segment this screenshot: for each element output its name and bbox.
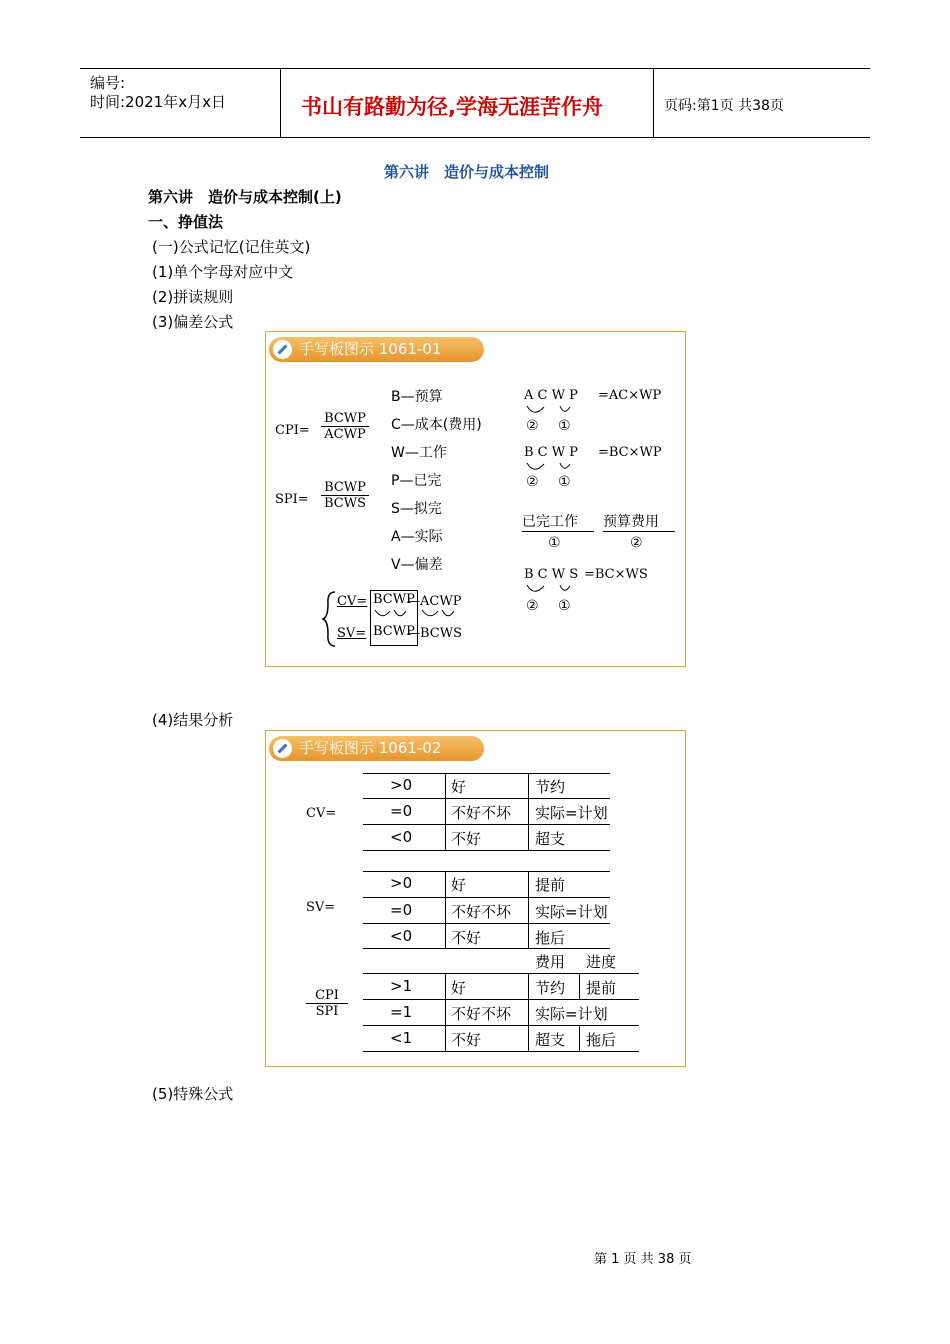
sv-label: SV= — [337, 626, 367, 641]
cv-minus: —ACWP — [407, 594, 462, 609]
pen-icon — [273, 739, 292, 758]
budget-cost-underline — [603, 531, 675, 532]
acwp-formula: =AC×WP — [598, 388, 662, 403]
page-footer: 第 1 页 共 38 页 — [594, 1252, 692, 1267]
cv-row-gt-cond: >0 — [390, 776, 413, 794]
letter-v: V—偏差 — [391, 557, 443, 573]
idx-row-gt-cond: >1 — [390, 977, 413, 995]
cpi-fraction: BCWP ACWP — [321, 411, 369, 442]
idx-row-eq-cond: =1 — [390, 1003, 413, 1021]
page-header — [80, 68, 870, 138]
cv-row-lt-cond: <0 — [390, 828, 413, 846]
letter-w: W—工作 — [391, 445, 447, 461]
idx-row-lt-cond: <1 — [390, 1029, 413, 1047]
figure-tag: 手写板图示 1061-01 — [269, 337, 484, 362]
spi-label: SPI= — [275, 492, 309, 507]
cv-table-label: CV= — [306, 806, 337, 821]
idx-header-schedule: 进度 — [586, 953, 617, 971]
bcwp-circle-1: ① — [558, 474, 571, 490]
acwp-circle-1: ① — [558, 418, 571, 434]
idx-row-gt-eval: 好 — [451, 979, 467, 997]
letter-b: B—预算 — [391, 389, 443, 405]
idx-row-eq-meaning: 实际=计划 — [535, 1005, 608, 1023]
document-title: 第六讲 造价与成本控制 — [384, 163, 550, 181]
time-label: 时间:2021年x月x日 — [90, 93, 226, 111]
idx-row-gt-cost: 节约 — [535, 979, 566, 997]
bcws-letters: B C W S — [524, 567, 579, 582]
lecture-heading: 第六讲 造价与成本控制(上) — [148, 188, 342, 206]
figure-1061-02 — [265, 730, 686, 1067]
item-spelling-rule: (2)拼读规则 — [152, 288, 234, 306]
letter-p: P—已完 — [391, 473, 442, 489]
sv-row-lt-meaning: 拖后 — [535, 929, 566, 947]
section-heading: 一、挣值法 — [148, 213, 224, 231]
idx-header-cost: 费用 — [535, 953, 566, 971]
cpi-label: CPI= — [275, 423, 310, 438]
letter-a: A—实际 — [391, 529, 443, 545]
bcws-arrows — [524, 583, 584, 599]
pen-icon — [273, 340, 292, 359]
cv-row-eq-eval: 不好不坏 — [451, 804, 512, 822]
figure-1061-01 — [265, 331, 686, 667]
bcwp-letters: B C W P — [524, 445, 579, 460]
cv-row-lt-eval: 不好 — [451, 830, 482, 848]
done-work-underline — [522, 531, 594, 532]
motto: 书山有路勤为径,学海无涯苦作舟 — [301, 95, 603, 119]
cv-label: CV= — [337, 594, 368, 609]
idx-row-lt-cost: 超支 — [535, 1031, 566, 1049]
bcwp-circle-2: ② — [526, 474, 539, 490]
item-special-formula: (5)特殊公式 — [152, 1085, 234, 1103]
sv-box: BCWP — [370, 618, 418, 646]
header-meta-cell — [80, 69, 281, 137]
number-label: 编号: — [90, 74, 126, 92]
sv-row-gt-meaning: 提前 — [535, 876, 566, 894]
letter-s: S—拟完 — [391, 501, 442, 517]
item-variance-formula: (3)偏差公式 — [152, 313, 234, 331]
header-motto-cell — [281, 69, 654, 137]
cv-box: BCWP — [370, 590, 418, 619]
idx-row-eq-eval: 不好不坏 — [451, 1005, 512, 1023]
item-result-analysis: (4)结果分析 — [152, 711, 234, 729]
idx-row-lt-eval: 不好 — [451, 1031, 482, 1049]
bcws-formula: =BC×WS — [584, 567, 648, 582]
acwp-letters: A C W P — [524, 388, 578, 403]
done-work-circle-1: ① — [548, 535, 561, 551]
sv-row-eq-cond: =0 — [390, 901, 413, 919]
sv-minus: —BCWS — [407, 626, 463, 641]
cv-row-eq-meaning: 实际=计划 — [535, 804, 608, 822]
budget-cost-label: 预算费用 — [603, 514, 659, 530]
cv-row-lt-meaning: 超支 — [535, 830, 566, 848]
sv-row-lt-cond: <0 — [390, 927, 413, 945]
cv-arrows — [370, 608, 460, 624]
bcwp-formula: =BC×WP — [598, 445, 662, 460]
figure-tag: 手写板图示 1061-02 — [269, 736, 484, 761]
cv-row-gt-meaning: 节约 — [535, 778, 566, 796]
cpi-spi-fraction: CPI SPI — [306, 988, 348, 1019]
done-work-label: 已完工作 — [522, 514, 578, 530]
brace-icon — [322, 590, 338, 648]
page-info: 页码:第1页 共38页 — [664, 98, 784, 114]
cv-row-eq-cond: =0 — [390, 802, 413, 820]
sv-row-eq-eval: 不好不坏 — [451, 903, 512, 921]
sv-row-gt-eval: 好 — [451, 876, 467, 894]
acwp-circle-2: ② — [526, 418, 539, 434]
item-letters: (1)单个字母对应中文 — [152, 263, 294, 281]
sv-row-lt-eval: 不好 — [451, 929, 482, 947]
bcws-circle-1: ① — [558, 598, 571, 614]
sv-table-label: SV= — [306, 900, 336, 915]
sv-row-gt-cond: >0 — [390, 874, 413, 892]
idx-row-lt-schedule: 拖后 — [586, 1031, 617, 1049]
idx-row-gt-schedule: 提前 — [586, 979, 617, 997]
letter-c: C—成本(费用) — [391, 417, 482, 433]
cv-row-gt-eval: 好 — [451, 778, 467, 796]
spi-fraction: BCWP BCWS — [321, 480, 369, 511]
bcws-circle-2: ② — [526, 598, 539, 614]
sv-row-eq-meaning: 实际=计划 — [535, 903, 608, 921]
item-formula-memory: (一)公式记忆(记住英文) — [152, 238, 311, 256]
budget-cost-circle-2: ② — [630, 535, 643, 551]
